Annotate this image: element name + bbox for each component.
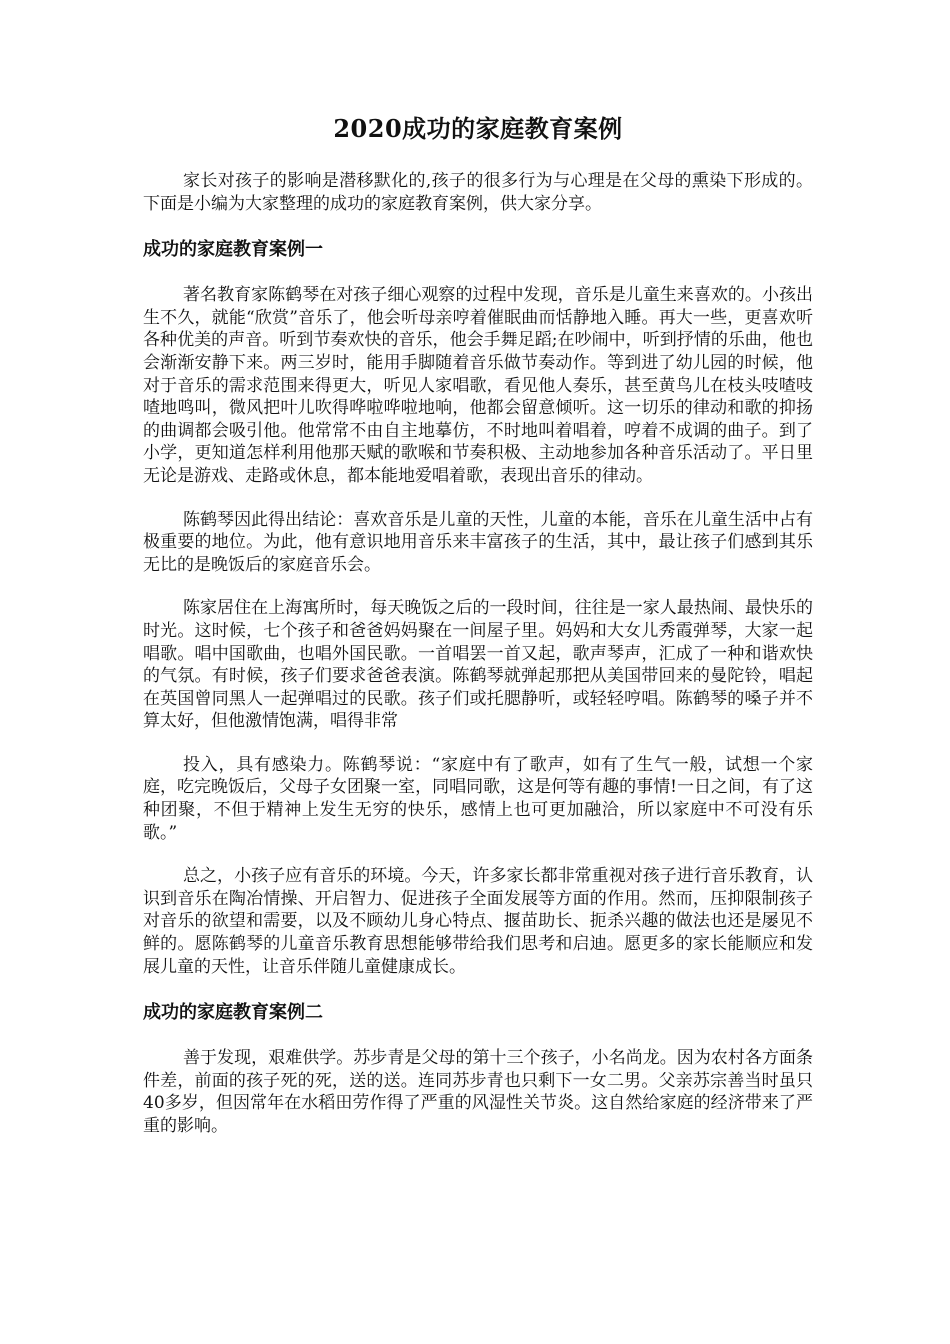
section-heading-2: 成功的家庭教育案例二	[143, 1002, 323, 1024]
section-1-paragraph-2: 陈鹤琴因此得出结论：喜欢音乐是儿童的天性，儿童的本能，音乐在儿童生活中占有极重要的地位。为此，他有意识地用音乐来丰富孩子的生活，其中，最让孩子们感到其乐无比的是晚饭后的家庭音乐会。	[143, 509, 813, 575]
document-page	[143, 112, 813, 1159]
section-1-paragraph-1: 著名教育家陈鹤琴在对孩子细心观察的过程中发现，音乐是儿童生来喜欢的。小孩出生不久，就能“欣赏”音乐了，他会听母亲哼着催眠曲而恬静地入睡。再大一些，更喜欢听各种优美的声音。听到节奏欢快的音乐，他会手舞足蹈;在吵闹中，听到抒情的乐曲，他也会渐渐安静下来。两三岁时，能用手脚随着音乐做节奏动作。等到进了幼儿园的时候，他对于音乐的需求范围来得更大，听见人家唱歌，看见他人奏乐，甚至黄鸟儿在枝头吱喳吱喳地鸣叫，微风把叶儿吹得哗啦哗啦地响，他都会留意倾听。这一切乐的律动和歌的抑扬的曲调都会吸引他。他常常不由自主地摹仿，不时地叫着唱着，哼着不成调的曲子。到了小学，更知道怎样利用他那天赋的歌喉和节奏积极、主动地参加各种音乐活动了。平日里无论是游戏、走路或休息，都本能地爱唱着歌，表现出音乐的律动。	[143, 285, 813, 486]
section-heading-1: 成功的家庭教育案例一	[143, 239, 323, 261]
section-1-paragraph-4: 投入，具有感染力。陈鹤琴说：“家庭中有了歌声，如有了生气一般，试想一个家庭，吃完晚饭后，父母子女团聚一室，同唱同歌，这是何等有趣的事情!一日之间，有了这种团聚，不但于精神上发生无穷的快乐，感情上也可更加融洽，所以家庭中不可没有乐歌。”	[143, 754, 813, 843]
section-1-paragraph-3: 陈家居住在上海寓所时，每天晚饭之后的一段时间，往往是一家人最热闹、最快乐的时光。这时候，七个孩子和爸爸妈妈聚在一间屋子里。妈妈和大女儿秀霞弹琴，大家一起唱歌。唱中国歌曲，也唱外国民歌。一首唱罢一首又起，歌声琴声，汇成了一种和谐欢快的气氛。有时候，孩子们要求爸爸表演。陈鹤琴就弹起那把从美国带回来的曼陀铃，唱起在英国曾同黑人一起弹唱过的民歌。孩子们或托腮静听，或轻轻哼唱。陈鹤琴的嗓子并不算太好，但他激情饱满，唱得非常	[143, 598, 813, 732]
section-2-paragraph-1: 善于发现，艰难供学。苏步青是父母的第十三个孩子，小名尚龙。因为农村各方面条件差，前面的孩子死的死，送的送。连同苏步青也只剩下一女二男。父亲苏宗善当时虽只40多岁，但因常年在水稻田劳作得了严重的风湿性关节炎。这自然给家庭的经济带来了严重的影响。	[143, 1048, 813, 1136]
intro-paragraph: 家长对孩子的影响是潜移默化的,孩子的很多行为与心理是在父母的熏染下形成的。下面是小编为大家整理的成功的家庭教育案例，供大家分享。	[143, 171, 813, 214]
document-title: 2020成功的家庭教育案例	[333, 114, 623, 143]
section-1-paragraph-5: 总之，小孩子应有音乐的环境。今天，许多家长都非常重视对孩子进行音乐教育，认识到音乐在陶冶情操、开启智力、促进孩子全面发展等方面的作用。然而，压抑限制孩子对音乐的欲望和需要，以及不顾幼儿身心特点、揠苗助长、扼杀兴趣的做法也还是屡见不鲜的。愿陈鹤琴的儿童音乐教育思想能够带给我们思考和启迪。愿更多的家长能顺应和发展儿童的天性，让音乐伴随儿童健康成长。	[143, 866, 813, 977]
